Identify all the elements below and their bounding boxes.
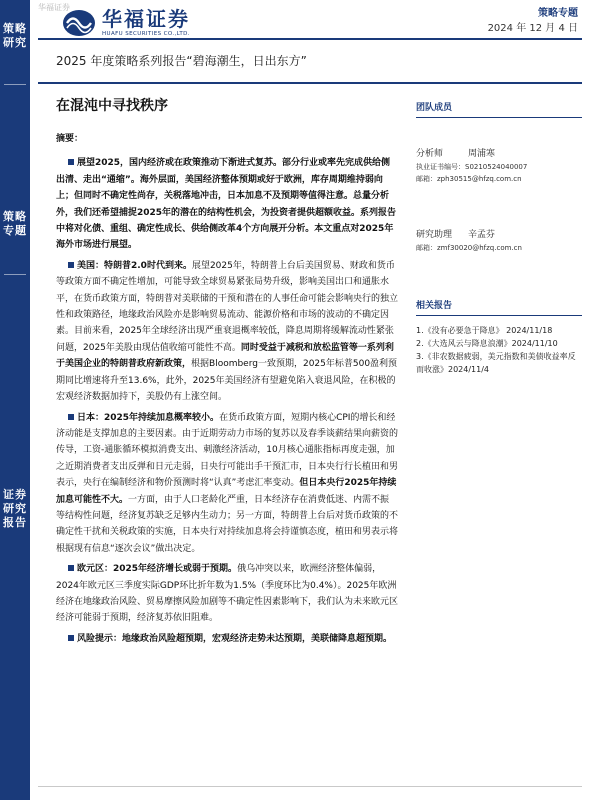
square-bullet-icon (68, 635, 74, 641)
header-rule-lower (38, 82, 582, 84)
us-bold-text: 同时受益于减税和放松监管等一系列利于美国企业的特朗普政府新政策， (56, 342, 394, 370)
logo-english-name: HUAFU SECURITIES CO.,LTD. (102, 31, 190, 37)
assistant-email: 邮箱：zmf30020@hfzq.com.cn (416, 244, 522, 252)
team-heading: 团队成员 (416, 103, 453, 113)
assistant-role: 研究助理 (416, 230, 453, 240)
related-heading: 相关报告 (416, 301, 453, 311)
analyst-cert: 执业证书编号：S0210524040007 (416, 163, 528, 171)
assistant-name: 辛孟芬 (468, 230, 496, 240)
analyst-role: 分析师 (416, 149, 444, 159)
team-rule (416, 117, 582, 118)
series-title: 2025 年度策略系列报告“碧海潮生，日出东方” (56, 54, 307, 68)
abstract-paragraph (56, 155, 398, 253)
logo-chinese-name: 华福证券 (102, 7, 190, 31)
sidebar-divider (4, 274, 26, 275)
related-report-item[interactable]: 3.《非农数据疲弱，美元指数和美债收益率反而收涨》2024/11/4 (416, 352, 576, 374)
company-logo (62, 6, 190, 40)
eurozone-heading: 欧元区：2025年经济增长或弱于预期。 (77, 564, 238, 575)
eurozone-paragraph (56, 561, 398, 627)
page-title: 在混沌中寻找秩序 (56, 98, 168, 114)
us-text: 展望2025年，特朗普上台后美国贸易、财政和货币等政策方面不确定性增加，可能导致全球贸易紧张局势升级，影响美国出口和通胀水平，在货币政策方面，特朗普对美联储的干预和潜在的人事任命可能会影响央行的独立性和政策路径，地缘政治风险亦是影响贸易流动、能源价格和市场的波动的不确定因素。目前来看，2025年全球经济出现严重衰退概率较低，降息周期将缓解流动性紧张问题，2025年美股由现估值收缩可能性不高。 (56, 260, 399, 353)
sidebar-label-strategy-research: 策略研究 (3, 22, 27, 49)
footer-rule (38, 786, 582, 787)
risk-warning: 风险提示：地缘政治风险超预期，宏观经济走势未达预期，美联储降息超预期。 (77, 633, 393, 644)
analyst-row (416, 146, 582, 159)
square-bullet-icon (68, 159, 74, 165)
analyst-email: 邮箱：zph30515@hfzq.com.cn (416, 175, 522, 183)
japan-paragraph (56, 410, 398, 558)
japan-text: 在货币政策方面，短期内核心CPI的增长和经济动能是支撑加息的主要因素。由于近期劳动力市场的复苏以及春季谈薪结果向薪资的传导，工资-通胀循环模拟消费支出、刺激经济活动，10月核心通胀指标再度走强，加之近期消费者支出反弹和日元走弱，日央行可能出手干预汇市，日本央行行长植田和男表示，央行在编制经济和物价预测时将“认真”考虑汇率变动。 (56, 412, 399, 489)
huafu-logo-icon (62, 8, 96, 38)
sidebar-label-securities-report: 证券研究报告 (3, 488, 27, 529)
report-date: 2024 年 12 月 4 日 (487, 23, 578, 34)
abstract-label: 摘要： (56, 134, 84, 144)
sidebar (0, 0, 30, 800)
report-type: 策略专题 (538, 8, 578, 19)
sidebar-divider (4, 84, 26, 85)
header-rule (38, 38, 582, 40)
analyst-name: 周浦寒 (468, 149, 496, 159)
related-rule (416, 315, 582, 316)
us-text-2: 根据Bloomberg一致预期，2025年标普500盈利预期同比增速将升至13.6%，此外，2025年美国经济有望避免陷入衰退风险，在积极的宏观经济数据加持下，美股仍有上涨空间。 (56, 359, 398, 403)
us-paragraph (56, 258, 398, 406)
related-report-item[interactable]: 1.《没有必要急于降息》 2024/11/18 (416, 326, 553, 335)
square-bullet-icon (68, 565, 74, 571)
square-bullet-icon (68, 414, 74, 420)
related-report-item[interactable]: 2.《大选风云与降息浪潮》2024/11/10 (416, 339, 558, 348)
sidebar-label-strategy-topic: 策略专题 (3, 210, 27, 237)
eurozone-text: 俄乌冲突以来，欧洲经济整体偏弱，2024年欧元区三季度实际GDP环比折年数为1.5%（季度环比为0.4%）。2025年欧洲经济在地缘政治风险、贸易摩擦风险加剧等不确定性因素影响下，我们认为未来欧元区经济可能弱于预期，经济复苏依旧阻难。 (56, 564, 399, 624)
square-bullet-icon (68, 262, 74, 268)
japan-bold-text: 但日本央行2025年持续加息可能性不大。 (56, 478, 397, 505)
assistant-row (416, 227, 582, 240)
outlook-text: 展望2025，国内经济或在政策推动下渐进式复苏。部分行业或率先完成供给侧出清、走出“通缩”。海外层面，美国经济整体预期或好于欧洲，库存周期维持弱向上；但同时不确定性尚存，关税落地冲击，日本加息不及预期等值得注意。总量分析外，我们还希望捕捉2025年的潜在的结构性机会，为投资者提供超额收益。系列报告中将对化债、重组、确定性成长、供给侧改革4个方向展开分析。本文重点对2025年海外市场进行展望。 (56, 158, 397, 251)
japan-heading: 日本：2025年持续加息概率较小。 (77, 412, 220, 423)
us-heading: 美国：特朗普2.0时代到来。 (77, 260, 192, 271)
right-column (416, 100, 582, 376)
risk-paragraph (56, 631, 398, 647)
japan-text-2: 一方面，由于人口老龄化严重，日本经济存在消费低迷、内需不振等结构性问题，经济复苏缺乏足够内生动力；另一方面，特朗普上台后对货币政策的不确定性干扰和关税政策的实施，日本央行对持续加息将会持谨慎态度，植田和男表示将根据现有信息“逐次会议”做出决定。 (56, 494, 399, 554)
abstract (56, 131, 398, 651)
corner-watermark: 华福证券 (38, 3, 70, 12)
